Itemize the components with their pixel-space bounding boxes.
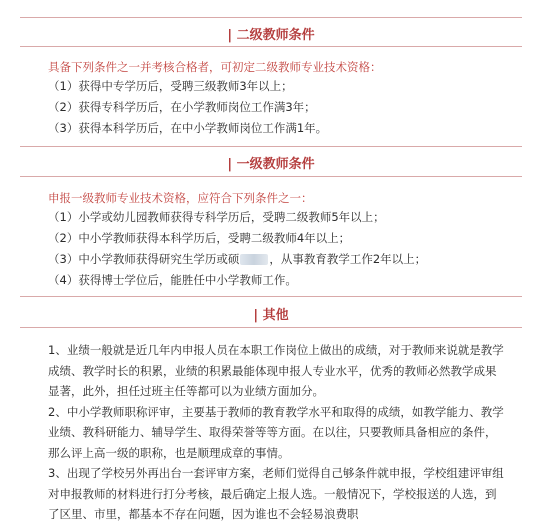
- divider: [20, 296, 522, 297]
- list-item-text: ，从事教育教学工作2年以上；: [269, 252, 427, 266]
- list-item: （1）获得中专学历后，受聘三级教师3年以上；: [48, 79, 293, 93]
- divider: [20, 46, 522, 47]
- section-level1-body: [48, 189, 512, 291]
- divider: [20, 146, 522, 147]
- list-item: （2）中小学教师获得本科学历后，受聘二级教师4年以上；: [48, 231, 351, 245]
- paragraph: 3、出现了学校另外再出台一套评审方案，老师们觉得自己够条件就申报，学校组建评审组对申报教师的材料进行打分考核，最后确定上报人选。一般情况下，学校报送的人选，到了区里、市里，都基本不存在问题，因为谁也不会轻易浪费职: [48, 466, 504, 521]
- divider: [20, 17, 522, 18]
- list-item: （2）获得专科学历后，在小学教师岗位工作满3年；: [48, 100, 316, 114]
- paragraph: 1、业绩一般就是近几年内申报人员在本职工作岗位上做出的成绩，对于教师来说就是教学成绩、教学时长的积累，业绩的积累最能体现申报人专业水平，优秀的教师必然教学成果显著，此外，担任过班主任等都可以为业绩方面加分。: [48, 343, 504, 398]
- section-title-level2: | 二级教师条件: [227, 28, 315, 43]
- section-title-level1: | 一级教师条件: [227, 157, 315, 172]
- section-intro: 具备下列条件之一并考核合格者，可初定二级教师专业技术资格：: [48, 60, 382, 74]
- list-item: （3）获得本科学历后，在中小学教师岗位工作满1年。: [48, 121, 328, 135]
- list-item: [48, 249, 512, 270]
- list-item-text: （3）中小学教师获得研究生学历或硕: [48, 252, 240, 266]
- list-item: （4）获得博士学位后，能胜任中小学教师工作。: [48, 273, 297, 287]
- divider: [20, 327, 522, 328]
- section-intro: 申报一级教师专业技术资格，应符合下列条件之一：: [48, 191, 313, 205]
- divider: [20, 176, 522, 177]
- paragraph: 2、中小学教师职称评审，主要基于教师的教育教学水平和取得的成绩，如教学能力、教学业绩、教科研能力、辅导学生、取得荣誉等等方面。在以往，只要教师具备相应的条件，那么评上高一级的职称，也是顺理成章的事情。: [48, 404, 504, 460]
- section-level2-body: [48, 58, 512, 139]
- section-other-body: [48, 340, 506, 525]
- watermark-blur: [240, 254, 268, 265]
- section-title-other: | 其他: [253, 308, 289, 323]
- list-item: （1）小学或幼儿园教师获得专科学历后，受聘二级教师5年以上；: [48, 210, 385, 224]
